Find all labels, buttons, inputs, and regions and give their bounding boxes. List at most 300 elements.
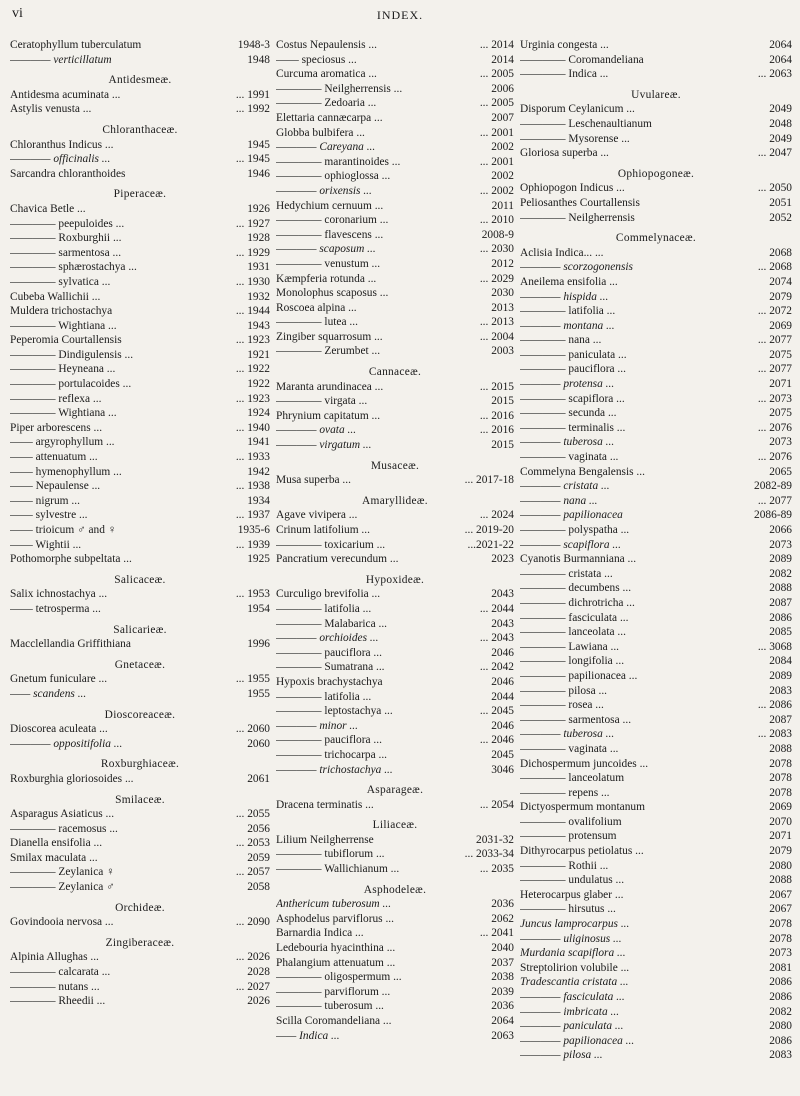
plate-number: 1943	[247, 319, 270, 332]
index-entry	[276, 257, 514, 272]
species-name: Piper arborescens ...	[10, 421, 103, 434]
species-name: Curculigo brevifolia ...	[276, 588, 381, 601]
plate-number: 2003	[491, 345, 514, 358]
species-name: Gnetum funiculare ...	[10, 673, 108, 686]
index-entry	[520, 975, 792, 990]
species-name: ———— trichostachya ...	[276, 763, 393, 776]
species-name: ———— pauciflora ...	[520, 363, 626, 376]
plate-number: 1922	[247, 378, 270, 391]
family-name: Roxburghiaceæ.	[100, 758, 180, 771]
species-name: ———— paniculata ...	[520, 1020, 624, 1033]
species-name: ———— Indica ...	[520, 68, 609, 81]
plate-number: ... 1955	[235, 673, 270, 686]
species-name: Pothomorphe subpeltata ...	[10, 553, 132, 566]
plate-number: 2086	[769, 976, 792, 989]
index-entry	[276, 111, 514, 126]
species-name: Sarcandra chloranthoides	[10, 167, 126, 180]
species-name: —— sylvestre ...	[10, 509, 88, 522]
index-entry	[520, 275, 792, 290]
index-entry	[520, 757, 792, 772]
plate-number: 2002	[491, 141, 514, 154]
plate-number: ... 2072	[757, 305, 792, 318]
plate-number: 2078	[769, 918, 792, 931]
index-column-3	[520, 38, 792, 1063]
species-name: ———— Coromandeliana	[520, 53, 644, 66]
plate-number: 2028	[247, 966, 270, 979]
index-entry	[520, 1048, 792, 1063]
index-entry	[520, 727, 792, 742]
index-entry	[520, 815, 792, 830]
family-heading	[276, 459, 514, 474]
plate-number: 2078	[769, 757, 792, 770]
species-name: Costus Nepaulensis ...	[276, 39, 377, 51]
species-name: ———— Zeylanica ♀	[10, 866, 115, 879]
plate-number: 1954	[247, 602, 270, 615]
species-name: ———— officinalis ...	[10, 153, 111, 166]
family-name: Liliaceæ.	[372, 819, 418, 832]
family-name: Piperaceæ.	[113, 188, 167, 201]
index-entry	[10, 822, 270, 837]
plate-number: 1932	[247, 290, 270, 303]
index-entry	[520, 844, 792, 859]
plate-number: ... 1930	[235, 275, 270, 288]
plate-number: 2067	[769, 903, 792, 916]
plate-number: 1945	[247, 138, 270, 151]
index-entry	[10, 965, 270, 980]
species-name: ———— terminalis ...	[520, 421, 626, 434]
species-name: ———— cristata ...	[520, 480, 610, 493]
index-entry	[276, 897, 514, 912]
plate-number: ... 2033-34	[464, 848, 514, 861]
plate-number: ... 1991	[235, 88, 270, 101]
plate-number: ... 2076	[757, 451, 792, 464]
family-name: Zingiberaceæ.	[105, 936, 175, 949]
family-heading	[10, 123, 270, 138]
species-name: —— tetrosperma ...	[10, 602, 101, 615]
plate-number: 2038	[491, 971, 514, 984]
species-name: Antidesma acuminata ...	[10, 88, 121, 101]
index-entry	[276, 941, 514, 956]
index-entry	[520, 713, 792, 728]
plate-number: ... 2045	[479, 705, 514, 718]
plate-number: 2066	[769, 524, 792, 536]
index-entry	[10, 290, 270, 305]
species-name: ———— orixensis ...	[276, 184, 372, 197]
species-name: ———— protensa ...	[520, 378, 615, 391]
index-entry	[10, 88, 270, 103]
plate-number: ...2021-22	[467, 538, 514, 551]
index-entry	[520, 319, 792, 334]
species-name: ———— protensum	[520, 830, 617, 843]
species-name: ———— nana ...	[520, 494, 598, 507]
species-name: ———— fasciculata ...	[520, 611, 629, 624]
plate-number: ... 2015	[479, 380, 514, 393]
family-name: Musaceæ.	[370, 459, 420, 472]
index-entry	[10, 880, 270, 895]
index-entry	[10, 406, 270, 421]
family-heading	[276, 818, 514, 833]
species-name: ———— papilionacea ...	[520, 1034, 635, 1047]
plate-number: 2083	[769, 684, 792, 697]
family-name: Gnetaceæ.	[114, 658, 166, 671]
index-entry	[520, 742, 792, 757]
species-name: ———— virgata ...	[276, 395, 368, 408]
plate-number: 2012	[491, 257, 514, 270]
species-name: ———— oppositifolia ...	[10, 737, 123, 750]
index-entry	[520, 596, 792, 611]
species-name: ———— montana ...	[520, 319, 615, 332]
index-entry	[276, 675, 514, 690]
species-name: Macclellandia Griffithiana	[10, 638, 131, 651]
index-entry	[520, 990, 792, 1005]
species-name: Hedychium cernuum ...	[276, 199, 384, 212]
species-name: ———— scorzogonensis	[520, 261, 633, 274]
index-entry	[276, 798, 514, 813]
index-entry	[276, 199, 514, 214]
family-name: Asparageæ.	[366, 784, 424, 797]
index-entry	[520, 377, 792, 392]
species-name: ———— tubiflorum ...	[276, 848, 385, 861]
species-name: —— Wightii ...	[10, 538, 82, 551]
species-name: Peliosanthes Courtallensis	[520, 196, 640, 209]
plate-number: ... 2077	[757, 334, 792, 347]
index-entry	[10, 637, 270, 652]
species-name: ———— Neilgherrensis ...	[276, 82, 403, 95]
plate-number: ... 1929	[235, 246, 270, 259]
index-entry	[10, 246, 270, 261]
species-name: ———— calcarata ...	[10, 966, 111, 979]
index-entry	[276, 184, 514, 199]
index-entry	[520, 304, 792, 319]
plate-number: 2051	[769, 196, 792, 209]
index-entry	[276, 272, 514, 287]
species-name: ———— papilionacea	[520, 509, 623, 522]
index-entry	[10, 231, 270, 246]
index-entry	[276, 999, 514, 1014]
plate-number: 1928	[247, 232, 270, 245]
index-entry	[10, 538, 270, 553]
plate-number: ... 2016	[479, 409, 514, 422]
family-name: Chloranthaceæ.	[102, 123, 178, 136]
plate-number: ... 2029	[479, 272, 514, 285]
index-entry	[276, 552, 514, 567]
family-name: Antidesmeæ.	[108, 74, 172, 87]
index-entry	[520, 611, 792, 626]
species-name: ———— Roxburghii ...	[10, 232, 122, 245]
species-name: ———— nana ...	[520, 334, 602, 347]
index-entry	[10, 687, 270, 702]
index-entry	[276, 53, 514, 68]
species-name: Hypoxis brachystachya	[276, 675, 383, 688]
plate-number: ... 1937	[235, 509, 270, 522]
index-entry	[10, 102, 270, 117]
index-entry	[520, 406, 792, 421]
species-name: Maranta arundinacea ...	[276, 380, 384, 393]
plate-number: 2062	[491, 912, 514, 925]
family-name: Ophiopogoneæ.	[617, 167, 695, 180]
species-name: ———— verticillatum	[10, 53, 112, 66]
index-entry	[10, 994, 270, 1009]
index-entry	[10, 508, 270, 523]
plate-number: ... 2001	[479, 126, 514, 139]
index-entry	[520, 829, 792, 844]
plate-number: 2026	[247, 995, 270, 1008]
index-entry	[276, 126, 514, 141]
index-column-2	[276, 38, 514, 1043]
index-entry	[276, 438, 514, 453]
index-entry	[276, 1014, 514, 1029]
species-name: ———— racemosus ...	[10, 822, 118, 835]
plate-number: ... 2068	[757, 261, 792, 274]
index-entry	[276, 96, 514, 111]
plate-number: ... 2027	[235, 980, 270, 993]
plate-number: ... 2002	[479, 184, 514, 197]
plate-number: 2036	[491, 1000, 514, 1013]
plate-number: 2068	[769, 246, 792, 259]
plate-number: 2011	[491, 199, 514, 212]
index-entry	[10, 980, 270, 995]
plate-number: 2084	[769, 655, 792, 668]
plate-number: 2082	[769, 567, 792, 580]
index-entry	[10, 304, 270, 319]
species-name: Dracena terminatis ...	[276, 798, 374, 811]
plate-number: 3046	[491, 763, 514, 776]
index-entry	[520, 362, 792, 377]
page-header	[0, 6, 800, 26]
plate-number: 2002	[491, 170, 514, 183]
plate-number: ... 2077	[757, 363, 792, 376]
species-name: ———— scaposum ...	[276, 243, 376, 256]
index-entry	[520, 333, 792, 348]
index-entry	[10, 602, 270, 617]
species-name: ———— latifolia ...	[276, 602, 372, 615]
index-entry	[276, 719, 514, 734]
plate-number: ... 2001	[479, 155, 514, 168]
index-entry	[276, 423, 514, 438]
index-entry	[276, 242, 514, 257]
plate-number: ... 2026	[235, 951, 270, 964]
index-entry	[276, 748, 514, 763]
plate-number: 2063	[491, 1029, 514, 1042]
index-entry	[520, 888, 792, 903]
index-entry	[520, 508, 792, 523]
plate-number: 2064	[769, 53, 792, 66]
index-entry	[276, 169, 514, 184]
family-heading	[10, 708, 270, 723]
plate-number: 2036	[491, 898, 514, 911]
species-name: ———— tuberosa ...	[520, 728, 615, 741]
plate-number: ... 2041	[479, 927, 514, 940]
plate-number: ... 2013	[479, 316, 514, 329]
index-entry	[520, 567, 792, 582]
index-entry	[10, 362, 270, 377]
family-name: Asphodeleæ.	[363, 883, 427, 896]
family-heading	[10, 901, 270, 916]
index-entry	[10, 950, 270, 965]
plate-number: 2082	[769, 1005, 792, 1018]
plate-number: 2078	[769, 786, 792, 799]
index-entry	[10, 479, 270, 494]
plate-number: 1931	[247, 261, 270, 274]
plate-number: 2086	[769, 1034, 792, 1047]
species-name: ———— latifolia ...	[276, 690, 372, 703]
plate-number: 2087	[769, 713, 792, 726]
index-entry	[10, 217, 270, 232]
species-name: ———— pilosa ...	[520, 684, 608, 697]
species-name: ———— scapiflora ...	[520, 538, 621, 551]
plate-number: 2044	[491, 690, 514, 703]
species-name: Ophiopogon Indicus ...	[520, 182, 625, 195]
plate-number: ... 2076	[757, 421, 792, 434]
species-name: ———— pauciflora ...	[276, 646, 382, 659]
species-name: Aneilema ensifolia ...	[520, 275, 618, 288]
plate-number: 2039	[491, 985, 514, 998]
species-name: Juncus lamprocarpus ...	[520, 918, 630, 931]
species-name: ———— repens ...	[520, 786, 610, 799]
plate-number: 2074	[769, 275, 792, 288]
species-name: ———— lanceolata ...	[520, 626, 626, 639]
plate-number: 2078	[769, 772, 792, 785]
plate-number: 1955	[247, 687, 270, 700]
index-entry	[276, 315, 514, 330]
species-name: ———— imbricata ...	[520, 1005, 620, 1018]
species-name: ———— polyspatha ...	[520, 524, 630, 536]
species-name: Scilla Coromandeliana ...	[276, 1015, 392, 1027]
plate-number: 2045	[491, 748, 514, 761]
family-heading	[10, 573, 270, 588]
species-name: ———— Wightiana ...	[10, 407, 117, 420]
plate-number: 2089	[769, 669, 792, 682]
species-name: ———— Sumatrana ...	[276, 661, 385, 674]
plate-number: 1934	[247, 494, 270, 507]
species-name: ———— pauciflora ...	[276, 734, 382, 747]
index-entry	[10, 53, 270, 68]
plate-number: 1948-3	[237, 39, 270, 51]
species-name: ———— paniculata ...	[520, 348, 627, 361]
species-name: Disporum Ceylanicum ...	[520, 103, 635, 116]
index-entry	[520, 348, 792, 363]
species-name: Dianella ensifolia ...	[10, 837, 103, 850]
index-entry	[520, 392, 792, 407]
index-entry	[10, 465, 270, 480]
species-name: ———— trichocarpa ...	[276, 748, 388, 761]
index-entry	[10, 772, 270, 787]
index-entry	[520, 494, 792, 509]
index-entry	[10, 260, 270, 275]
plate-number: ... 2060	[235, 723, 270, 736]
species-name: ———— Dindigulensis ...	[10, 348, 134, 361]
plate-number: 2087	[769, 596, 792, 609]
species-name: ———— toxicarium ...	[276, 538, 386, 551]
plate-number: ... 1923	[235, 334, 270, 347]
species-name: Zingiber squarrosum ...	[276, 330, 383, 343]
plate-number: ... 2047	[757, 147, 792, 160]
plate-number: ... 2073	[757, 392, 792, 405]
species-name: Kæmpferia rotunda ...	[276, 272, 377, 285]
species-name: ———— marantinoides ...	[276, 155, 401, 168]
species-name: ———— Zedoaria ...	[276, 97, 377, 110]
plate-number: 2056	[247, 822, 270, 835]
species-name: Astylis venusta ...	[10, 103, 92, 116]
index-entry	[276, 690, 514, 705]
plate-number: 2070	[769, 815, 792, 828]
species-name: ———— papilionacea ...	[520, 669, 638, 682]
species-name: Roxburghia gloriosoides ...	[10, 772, 134, 785]
plate-number: 2014	[491, 53, 514, 66]
index-entry	[276, 862, 514, 877]
index-entry	[10, 865, 270, 880]
index-entry	[276, 538, 514, 553]
species-name: ———— parviflorum ...	[276, 985, 391, 998]
family-name: Uvulareæ.	[631, 88, 681, 101]
species-name: Govindooia nervosa ...	[10, 916, 114, 929]
index-entry	[520, 435, 792, 450]
species-name: —— Indica ...	[276, 1029, 340, 1042]
index-entry	[10, 737, 270, 752]
species-name: Curcuma aromatica ...	[276, 68, 377, 81]
family-name: Smilaceæ.	[115, 793, 165, 806]
species-name: —— speciosus ...	[276, 53, 357, 66]
species-name: Barnardia Indica ...	[276, 927, 364, 940]
index-entry	[276, 1029, 514, 1044]
plate-number: 2046	[491, 719, 514, 732]
index-entry	[520, 132, 792, 147]
plate-number: ... 2043	[479, 632, 514, 645]
plate-number: 2031-32	[476, 833, 514, 846]
species-name: Peperomia Courtallensis	[10, 334, 122, 347]
species-name: ———— latifolia ...	[520, 305, 616, 318]
species-name: ———— vaginata ...	[520, 451, 619, 464]
family-name: Hypoxideæ.	[365, 573, 425, 586]
plate-number: 2064	[491, 1015, 514, 1027]
species-name: ———— venustum ...	[276, 257, 381, 270]
species-name: ———— pilosa ...	[520, 1049, 603, 1062]
species-name: —— hymenophyllum ...	[10, 465, 122, 478]
plate-number: 2073	[769, 538, 792, 551]
family-heading	[276, 783, 514, 798]
species-name: Chavica Betle ...	[10, 202, 86, 215]
plate-number: 2089	[769, 553, 792, 566]
species-name: Murdania scapiflora ...	[520, 947, 626, 960]
species-name: Pancratium verecundum ...	[276, 553, 399, 566]
index-entry	[10, 152, 270, 167]
plate-number: 2049	[769, 132, 792, 145]
species-name: ———— coronarium ...	[276, 214, 389, 227]
species-name: Phalangium attenuatum ...	[276, 956, 396, 969]
index-entry	[276, 660, 514, 675]
index-entry	[276, 508, 514, 523]
plate-number: 1921	[247, 348, 270, 361]
index-entry	[520, 38, 792, 53]
plate-number: ... 2086	[757, 699, 792, 712]
species-name: ———— reflexa ...	[10, 392, 102, 405]
plate-number: ... 3068	[757, 640, 792, 653]
plate-number: 2080	[769, 859, 792, 872]
plate-number: 2086-89	[754, 509, 792, 522]
family-heading	[10, 187, 270, 202]
family-heading	[10, 623, 270, 638]
index-entry	[10, 392, 270, 407]
plate-number: 2049	[769, 103, 792, 116]
species-name: ———— Wallichianum ...	[276, 863, 400, 876]
index-entry	[520, 196, 792, 211]
species-name: Muldera trichostachya	[10, 305, 113, 318]
family-heading	[10, 793, 270, 808]
species-name: Salix ichnostachya ...	[10, 588, 108, 601]
index-entry	[10, 167, 270, 182]
plate-number: ... 1933	[235, 451, 270, 464]
index-entry	[10, 851, 270, 866]
